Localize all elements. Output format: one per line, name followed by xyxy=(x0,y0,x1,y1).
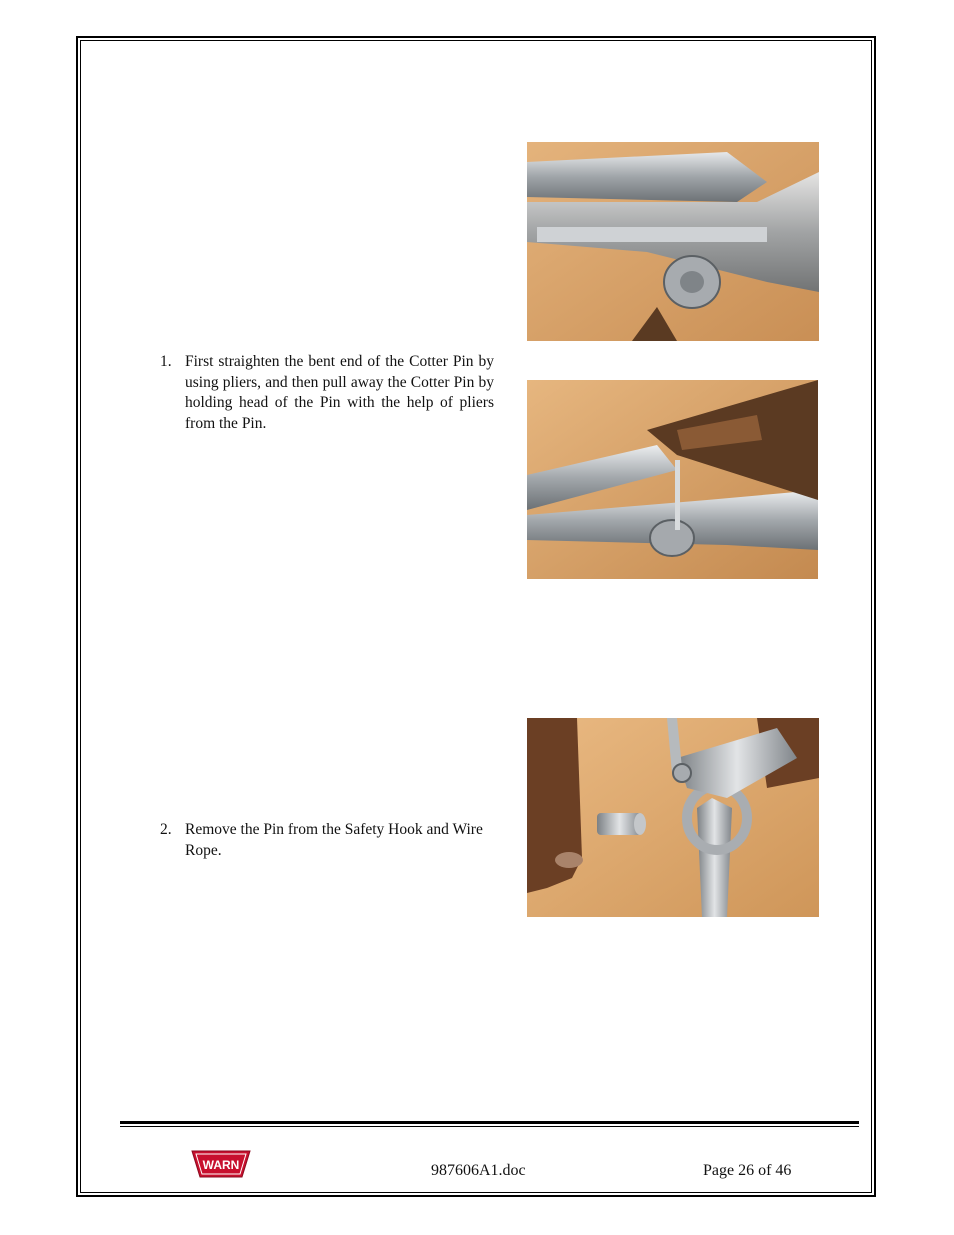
footer-rule-thin xyxy=(120,1126,859,1127)
step-1 xyxy=(160,352,494,434)
removing-pin-by-hand-photo xyxy=(527,718,819,917)
step-1-number: 1. xyxy=(160,353,172,370)
document-name: 987606A1.doc xyxy=(431,1162,526,1179)
footer-rule-thick xyxy=(120,1121,859,1124)
logo-text: WARN xyxy=(202,1158,240,1172)
warn-logo xyxy=(190,1149,252,1179)
cotter-pin-closeup-photo xyxy=(527,142,819,341)
step-2-number: 2. xyxy=(160,821,172,838)
step-1-text: First straighten the bent end of the Cotter Pin by using pliers, and then pull away the Cotter Pin by holding head of the Pin with the help of pliers from the Pin. xyxy=(185,353,494,432)
step-2 xyxy=(160,820,494,861)
step-2-text: Remove the Pin from the Safety Hook and Wire Rope. xyxy=(185,821,483,859)
page-number: Page 26 of 46 xyxy=(703,1162,792,1179)
pliers-on-cotter-pin-photo xyxy=(527,380,818,579)
